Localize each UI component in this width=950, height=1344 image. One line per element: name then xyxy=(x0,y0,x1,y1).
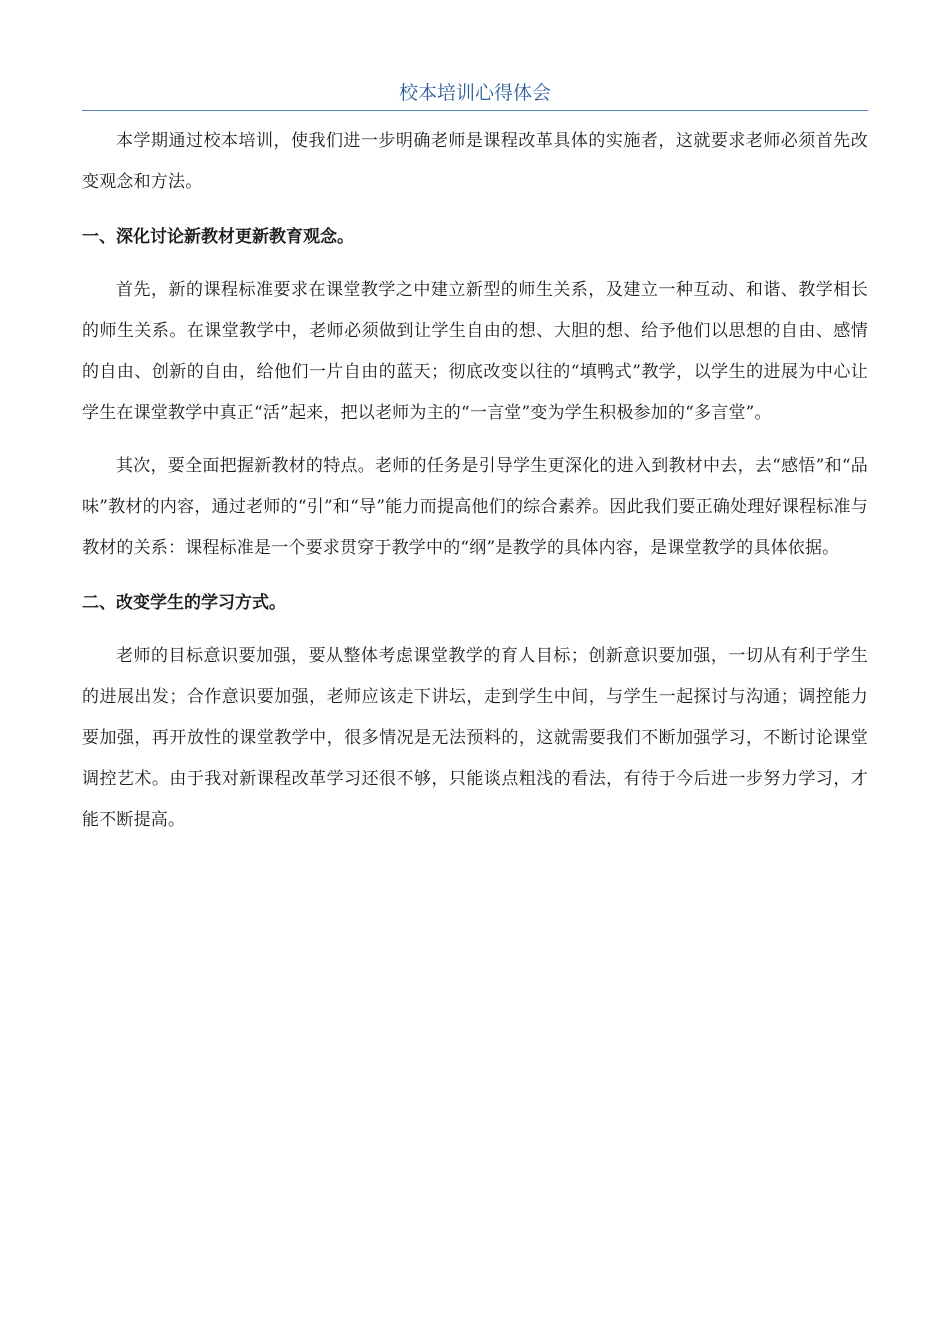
section-1-heading: 一、深化讨论新教材更新教育观念。 xyxy=(82,227,354,247)
section-1-paragraph-2: 其次，要全面把握新教材的特点。老师的任务是引导学生更深化的进入到教材中去，去“感悟”和“品味”教材的内容，通过老师的“引”和“导”能力而提高他们的综合素养。因此我们要正确处理好课程标准与教材的关系：课程标准是一个要求贯穿于教学中的“纲”是教学的具体内容，是课堂教学的具体依据。 xyxy=(82,456,868,558)
section-2-heading: 二、改变学生的学习方式。 xyxy=(82,593,286,613)
section-1-paragraph-1: 首先，新的课程标准要求在课堂教学之中建立新型的师生关系，及建立一种互动、和谐、教学相长的师生关系。在课堂教学中，老师必须做到让学生自由的想、大胆的想、给予他们以思想的自由、感情的自由、创新的自由，给他们一片自由的蓝天；彻底改变以往的“填鸭式”教学，以学生的进展为中心让学生在课堂教学中真正“活”起来，把以老师为主的“一言堂”变为学生积极参加的“多言堂”。 xyxy=(82,280,868,423)
document-page xyxy=(82,78,868,841)
intro-paragraph: 本学期通过校本培训，使我们进一步明确老师是课程改革具体的实施者，这就要求老师必须首先改变观念和方法。 xyxy=(82,131,868,192)
page-header-title: 校本培训心得体会 xyxy=(82,78,868,111)
section-2-paragraph-1: 老师的目标意识要加强，要从整体考虑课堂教学的育人目标；创新意识要加强，一切从有利于学生的进展出发；合作意识要加强，老师应该走下讲坛，走到学生中间，与学生一起探讨与沟通；调控能力要加强，再开放性的课堂教学中，很多情况是无法预料的，这就需要我们不断加强学习，不断讨论课堂调控艺术。由于我对新课程改革学习还很不够，只能谈点粗浅的看法，有待于今后进一步努力学习，才能不断提高。 xyxy=(82,646,868,830)
